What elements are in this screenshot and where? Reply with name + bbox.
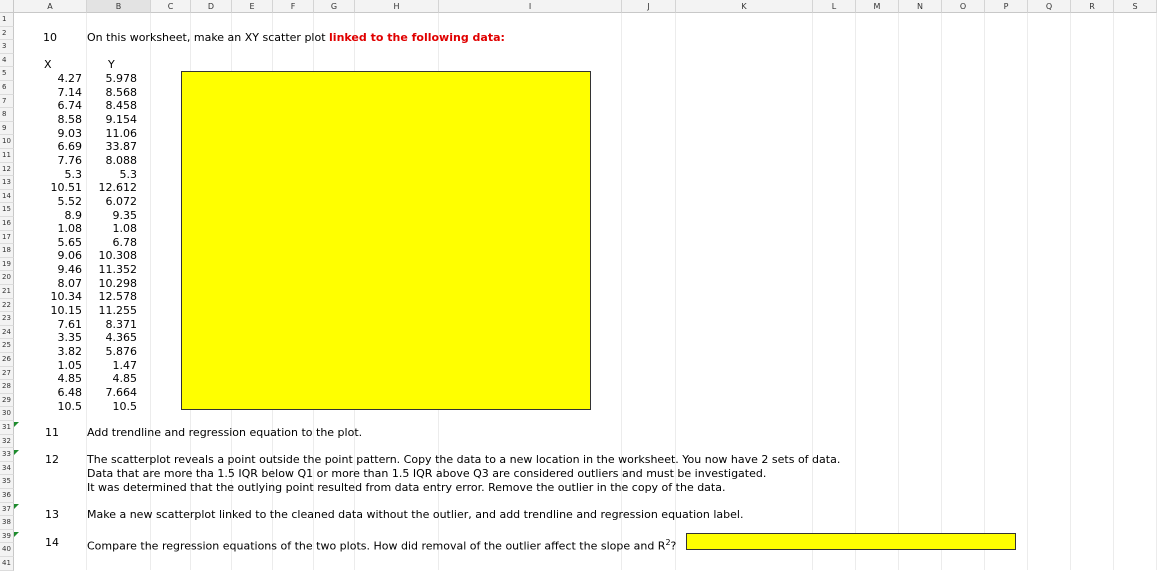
select-all-corner[interactable] xyxy=(0,0,14,13)
y-value-cell[interactable]: 7.664 xyxy=(105,385,137,399)
row-header-39[interactable]: 39 xyxy=(0,530,14,544)
row-header-37[interactable]: 37 xyxy=(0,503,14,517)
x-value-cell[interactable]: 1.08 xyxy=(57,222,82,236)
y-value-cell[interactable]: 8.568 xyxy=(105,85,137,99)
row-header-14[interactable]: 14 xyxy=(0,190,14,204)
row-header-3[interactable]: 3 xyxy=(0,40,14,54)
x-value-cell[interactable]: 10.5 xyxy=(57,399,82,413)
row-header-13[interactable]: 13 xyxy=(0,176,14,190)
task-13-number[interactable]: 13 xyxy=(45,508,59,521)
y-value-cell[interactable]: 11.255 xyxy=(98,304,137,318)
task-10-highlight: linked to the following data: xyxy=(329,31,505,44)
x-value-cell[interactable]: 8.9 xyxy=(64,208,82,222)
row-header-16[interactable]: 16 xyxy=(0,217,14,231)
row-header-10[interactable]: 10 xyxy=(0,135,14,149)
task-14-text-plain: Compare the regression equations of the two plots. How did removal of the outlier affect the slope and R xyxy=(87,539,666,553)
column-header-n[interactable]: N xyxy=(899,0,942,13)
task-10-number[interactable]: 10 xyxy=(43,31,57,44)
row-header-38[interactable]: 38 xyxy=(0,516,14,530)
x-value-cell[interactable]: 7.61 xyxy=(57,317,82,331)
column-header-j[interactable]: J xyxy=(622,0,676,13)
task-13-text[interactable]: Make a new scatterplot linked to the cleaned data without the outlier, and add trendline and regression equation label. xyxy=(87,508,744,521)
row-header-23[interactable]: 23 xyxy=(0,312,14,326)
x-value-cell[interactable]: 8.07 xyxy=(57,276,82,290)
row-header-29[interactable]: 29 xyxy=(0,394,14,408)
column-header-e[interactable]: E xyxy=(232,0,273,13)
x-value-cell[interactable]: 9.46 xyxy=(57,263,82,277)
y-value-cell[interactable]: 11.06 xyxy=(105,126,137,140)
y-value-cell[interactable]: 1.47 xyxy=(112,358,137,372)
column-header-k[interactable]: K xyxy=(676,0,813,13)
row-header-32[interactable]: 32 xyxy=(0,435,14,449)
x-value-cell[interactable]: 10.34 xyxy=(50,290,82,304)
row-header-22[interactable]: 22 xyxy=(0,299,14,313)
column-header-h[interactable]: H xyxy=(355,0,439,13)
y-value-cell[interactable]: 10.5 xyxy=(112,399,137,413)
row-header-15[interactable]: 15 xyxy=(0,203,14,217)
column-header-r[interactable]: R xyxy=(1071,0,1114,13)
x-value-cell[interactable]: 5.65 xyxy=(57,235,82,249)
task-12-line-3[interactable]: It was determined that the outlying point resulted from data entry error. Remove the outlier in the copy of the data. xyxy=(87,481,726,494)
column-header-f[interactable]: F xyxy=(273,0,314,13)
x-value-cell[interactable]: 3.35 xyxy=(57,331,82,345)
row-header-31[interactable]: 31 xyxy=(0,421,14,435)
x-value-cell[interactable]: 5.3 xyxy=(64,167,82,181)
row-header-20[interactable]: 20 xyxy=(0,271,14,285)
row-header-30[interactable]: 30 xyxy=(0,407,14,421)
column-header-a[interactable]: A xyxy=(14,0,87,13)
column-header-c[interactable]: C xyxy=(151,0,191,13)
y-value-cell[interactable]: 4.85 xyxy=(112,372,137,386)
row-header-12[interactable]: 12 xyxy=(0,163,14,177)
x-value-cell[interactable]: 4.27 xyxy=(57,72,82,85)
task-14-number[interactable]: 14 xyxy=(45,536,59,549)
column-header-o[interactable]: O xyxy=(942,0,985,13)
column-gridline xyxy=(984,13,985,570)
comment-flag xyxy=(14,504,19,509)
row-header-34[interactable]: 34 xyxy=(0,462,14,476)
column-header-g[interactable]: G xyxy=(314,0,355,13)
column-header-l[interactable]: L xyxy=(813,0,856,13)
row-header-4[interactable]: 4 xyxy=(0,54,14,68)
x-value-cell[interactable]: 7.76 xyxy=(57,153,82,167)
row-header-7[interactable]: 7 xyxy=(0,95,14,109)
row-header-41[interactable]: 41 xyxy=(0,557,14,571)
task-12-line-2[interactable]: Data that are more tha 1.5 IQR below Q1 or more than 1.5 IQR above Q3 are considered outliers and must be investigated. xyxy=(87,467,767,480)
x-value-cell[interactable]: 6.74 xyxy=(57,99,82,113)
y-value-cell[interactable]: 6.78 xyxy=(112,235,137,249)
row-header-9[interactable]: 9 xyxy=(0,122,14,136)
y-value-cell[interactable]: 6.072 xyxy=(105,194,137,208)
row-header-36[interactable]: 36 xyxy=(0,489,14,503)
x-value-cell[interactable]: 4.85 xyxy=(57,372,82,386)
x-value-cell[interactable]: 7.14 xyxy=(57,85,82,99)
task-14-superscript: 2 xyxy=(665,538,671,547)
y-value-cell[interactable]: 10.298 xyxy=(98,276,137,290)
task-12-number[interactable]: 12 xyxy=(45,453,59,466)
row-header-27[interactable]: 27 xyxy=(0,367,14,381)
x-header[interactable]: X xyxy=(44,58,52,71)
column-header-i[interactable]: I xyxy=(439,0,622,13)
y-value-cell[interactable]: 10.308 xyxy=(98,249,137,263)
x-value-cell[interactable]: 5.52 xyxy=(57,194,82,208)
y-value-cell[interactable]: 33.87 xyxy=(105,140,137,154)
x-value-cell[interactable]: 9.03 xyxy=(57,126,82,140)
row-header-19[interactable]: 19 xyxy=(0,258,14,272)
row-header-2[interactable]: 2 xyxy=(0,27,14,41)
y-value-cell[interactable]: 1.08 xyxy=(112,222,137,236)
column-header-b[interactable]: B xyxy=(87,0,151,13)
column-gridline xyxy=(898,13,899,570)
column-gridline xyxy=(855,13,856,570)
x-value-cell[interactable]: 9.06 xyxy=(57,249,82,263)
comment-flag xyxy=(14,422,19,427)
y-value-cell[interactable]: 8.088 xyxy=(105,153,137,167)
task-12-line-1[interactable]: The scatterplot reveals a point outside the point pattern. Copy the data to a new location in the worksheet. You now have 2 sets of data. xyxy=(87,453,841,466)
row-header-6[interactable]: 6 xyxy=(0,81,14,95)
row-header-28[interactable]: 28 xyxy=(0,380,14,394)
x-value-cell[interactable]: 10.15 xyxy=(50,304,82,318)
y-value-cell[interactable]: 5.876 xyxy=(105,345,137,358)
row-header-8[interactable]: 8 xyxy=(0,108,14,122)
y-value-cell[interactable]: 5.978 xyxy=(105,72,137,85)
row-header-26[interactable]: 26 xyxy=(0,353,14,367)
y-value-cell[interactable]: 12.578 xyxy=(98,290,137,304)
x-value-cell[interactable]: 8.58 xyxy=(57,112,82,126)
row-header-24[interactable]: 24 xyxy=(0,326,14,340)
x-value-cell[interactable]: 1.05 xyxy=(57,358,82,372)
y-value-cell[interactable]: 9.154 xyxy=(105,112,137,126)
comment-flag xyxy=(14,450,19,455)
task-14-text[interactable] xyxy=(87,536,676,553)
column-gridline xyxy=(1027,13,1028,570)
task-11-number[interactable]: 11 xyxy=(45,426,59,439)
y-value-cell[interactable]: 4.365 xyxy=(105,331,137,345)
column-header-q[interactable]: Q xyxy=(1028,0,1071,13)
scatter-plot-placeholder[interactable] xyxy=(181,71,591,410)
column-header-d[interactable]: D xyxy=(191,0,232,13)
column-gridline xyxy=(1070,13,1071,570)
y-value-cell[interactable]: 11.352 xyxy=(98,263,137,277)
task-10-text-plain: On this worksheet, make an XY scatter plot xyxy=(87,31,330,44)
row-header-18[interactable]: 18 xyxy=(0,244,14,258)
row-header-5[interactable]: 5 xyxy=(0,67,14,81)
row-header-35[interactable]: 35 xyxy=(0,475,14,489)
x-value-cell[interactable]: 6.69 xyxy=(57,140,82,154)
comment-flag xyxy=(14,532,19,537)
row-header-25[interactable]: 25 xyxy=(0,339,14,353)
column-gridline xyxy=(941,13,942,570)
row-header-11[interactable]: 11 xyxy=(0,149,14,163)
task-14-question-mark: ? xyxy=(670,539,677,553)
column-gridline xyxy=(1113,13,1114,570)
y-value-cell[interactable]: 9.35 xyxy=(112,208,137,222)
row-header-33[interactable]: 33 xyxy=(0,448,14,462)
x-value-cell[interactable]: 6.48 xyxy=(57,385,82,399)
row-header-17[interactable]: 17 xyxy=(0,231,14,245)
row-header-21[interactable]: 21 xyxy=(0,285,14,299)
column-header-p[interactable]: P xyxy=(985,0,1028,13)
y-header[interactable]: Y xyxy=(108,58,115,71)
y-value-cell[interactable]: 8.371 xyxy=(105,317,137,331)
row-header-1[interactable]: 1 xyxy=(0,13,14,27)
x-value-cell[interactable]: 10.51 xyxy=(50,181,82,195)
y-value-cell[interactable]: 5.3 xyxy=(119,167,137,181)
column-gridline xyxy=(812,13,813,570)
row-header-40[interactable]: 40 xyxy=(0,543,14,557)
y-value-cell[interactable]: 12.612 xyxy=(98,181,137,195)
y-value-cell[interactable]: 8.458 xyxy=(105,99,137,113)
task-11-text[interactable]: Add trendline and regression equation to the plot. xyxy=(87,426,363,439)
column-header-m[interactable]: M xyxy=(856,0,899,13)
x-value-cell[interactable]: 3.82 xyxy=(57,345,82,358)
task-10-text[interactable] xyxy=(87,31,505,45)
column-header-s[interactable]: S xyxy=(1114,0,1157,13)
answer-box[interactable] xyxy=(686,533,1016,550)
